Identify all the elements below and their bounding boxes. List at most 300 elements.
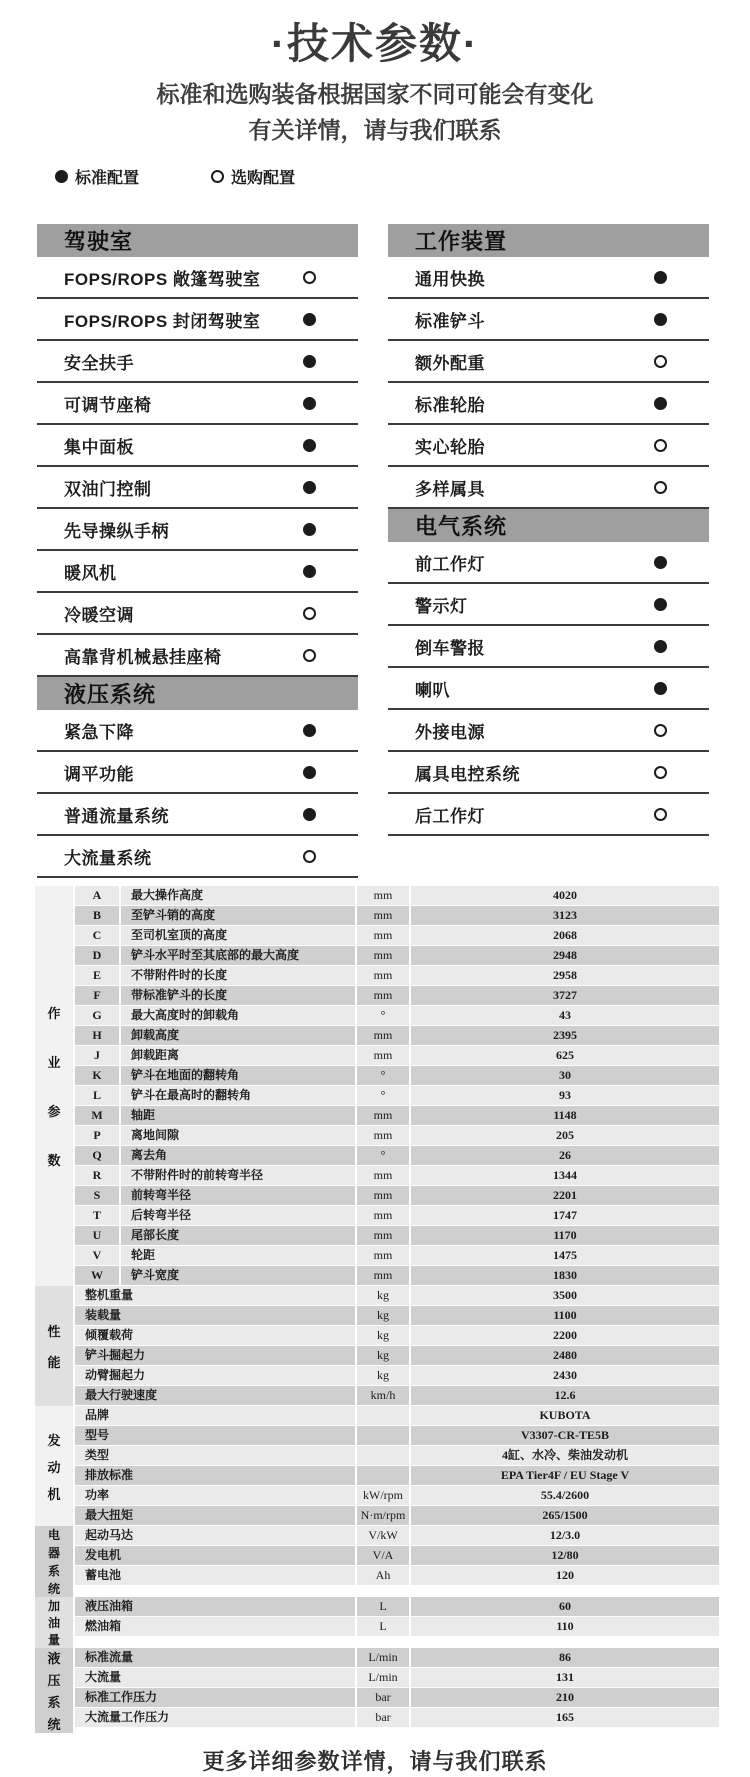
table-row bbox=[75, 1086, 719, 1106]
dimension-letter: B bbox=[75, 906, 119, 925]
parameter-unit: mm bbox=[355, 1226, 409, 1245]
parameter-unit: kW/rpm bbox=[355, 1486, 409, 1505]
parameter-unit bbox=[355, 1446, 409, 1465]
feature-row bbox=[388, 299, 709, 341]
table-row bbox=[75, 1506, 719, 1526]
parameter-label: 轴距 bbox=[119, 1106, 355, 1125]
parameter-label: 蓄电池 bbox=[75, 1566, 355, 1585]
parameter-label: 大流量工作压力 bbox=[75, 1708, 355, 1727]
feature-row bbox=[388, 626, 709, 668]
table-row bbox=[75, 1126, 719, 1146]
parameter-unit: ° bbox=[355, 1066, 409, 1085]
spec-group-rows bbox=[75, 1648, 719, 1733]
parameter-label: 离地间隙 bbox=[119, 1126, 355, 1145]
parameter-value: 12.6 bbox=[409, 1386, 719, 1405]
parameter-value: 3500 bbox=[409, 1286, 719, 1305]
feature-row bbox=[388, 752, 709, 794]
spec-group bbox=[35, 1406, 719, 1526]
table-row bbox=[75, 1486, 719, 1506]
config-dot-icon bbox=[303, 271, 316, 284]
config-dot-icon bbox=[654, 724, 667, 737]
parameter-label: 铲斗在最高时的翻转角 bbox=[119, 1086, 355, 1105]
feature-row bbox=[388, 509, 709, 542]
config-dot-icon bbox=[654, 556, 667, 569]
footer-note: 更多详细参数详情，请与我们联系 bbox=[202, 1749, 548, 1774]
spec-group-label: 发 动 机 bbox=[47, 1432, 61, 1502]
feature-label: 液压系统 bbox=[64, 682, 157, 707]
parameter-label: 功率 bbox=[75, 1486, 355, 1505]
parameter-label: 装载量 bbox=[75, 1306, 355, 1325]
table-row bbox=[75, 1326, 719, 1346]
parameter-label: 卸载高度 bbox=[119, 1026, 355, 1045]
parameter-value: 26 bbox=[409, 1146, 719, 1165]
feature-row bbox=[388, 668, 709, 710]
table-row bbox=[75, 1446, 719, 1466]
feature-row bbox=[388, 467, 709, 509]
dimension-letter: S bbox=[75, 1186, 119, 1205]
parameter-unit: mm bbox=[355, 926, 409, 945]
feature-label: 暖风机 bbox=[64, 563, 117, 583]
parameter-unit: L bbox=[355, 1597, 409, 1616]
dimension-letter: Q bbox=[75, 1146, 119, 1165]
parameter-label: 尾部长度 bbox=[119, 1226, 355, 1245]
parameter-label: 类型 bbox=[75, 1446, 355, 1465]
parameter-value: 55.4/2600 bbox=[409, 1486, 719, 1505]
parameter-unit: mm bbox=[355, 946, 409, 965]
table-row bbox=[75, 1526, 719, 1546]
parameter-label: 卸载距离 bbox=[119, 1046, 355, 1065]
parameter-label: 铲斗水平时至其底部的最大高度 bbox=[119, 946, 355, 965]
optional-config-dot-icon bbox=[211, 170, 224, 183]
parameter-unit: mm bbox=[355, 986, 409, 1005]
parameter-label: 不带附件时的前转弯半径 bbox=[119, 1166, 355, 1185]
parameter-value: 210 bbox=[409, 1688, 719, 1707]
parameter-value: 1475 bbox=[409, 1246, 719, 1265]
parameter-label: 发电机 bbox=[75, 1546, 355, 1565]
standard-config-dot-icon bbox=[55, 170, 68, 183]
feature-label: FOPS/ROPS 敞篷驾驶室 bbox=[64, 269, 261, 289]
legend bbox=[0, 166, 750, 186]
config-dot-icon bbox=[654, 640, 667, 653]
parameter-unit: ° bbox=[355, 1146, 409, 1165]
parameter-unit: kg bbox=[355, 1346, 409, 1365]
feature-row bbox=[37, 593, 358, 635]
feature-row bbox=[37, 467, 358, 509]
parameter-label: 最大扭矩 bbox=[75, 1506, 355, 1525]
parameter-label: 铲斗掘起力 bbox=[75, 1346, 355, 1365]
page-title: ·技术参数· bbox=[271, 20, 479, 67]
config-dot-icon bbox=[654, 598, 667, 611]
feature-label: 普通流量系统 bbox=[64, 806, 169, 826]
config-dot-icon bbox=[303, 481, 316, 494]
table-row bbox=[75, 1648, 719, 1668]
config-dot-icon bbox=[303, 313, 316, 326]
config-dot-icon bbox=[303, 355, 316, 368]
parameter-unit: mm bbox=[355, 1106, 409, 1125]
config-dot-icon bbox=[654, 355, 667, 368]
table-row bbox=[75, 1286, 719, 1306]
parameter-unit: kg bbox=[355, 1326, 409, 1345]
legend-optional bbox=[211, 165, 295, 188]
parameter-label: 标准工作压力 bbox=[75, 1688, 355, 1707]
config-dot-icon bbox=[654, 439, 667, 452]
parameter-unit: L bbox=[355, 1617, 409, 1636]
feature-label: 调平功能 bbox=[64, 764, 134, 784]
parameter-label: 铲斗宽度 bbox=[119, 1266, 355, 1285]
table-row bbox=[75, 1226, 719, 1246]
parameter-value: 110 bbox=[409, 1617, 719, 1636]
table-row bbox=[75, 1186, 719, 1206]
config-dot-icon bbox=[654, 808, 667, 821]
feature-label: 实心轮胎 bbox=[415, 437, 485, 457]
table-row bbox=[75, 1006, 719, 1026]
parameter-value: 2430 bbox=[409, 1366, 719, 1385]
feature-row bbox=[388, 383, 709, 425]
feature-label: FOPS/ROPS 封闭驾驶室 bbox=[64, 311, 261, 331]
feature-label: 多样属具 bbox=[415, 479, 485, 499]
feature-label: 警示灯 bbox=[415, 596, 468, 616]
config-dot-icon bbox=[654, 271, 667, 284]
parameter-unit: mm bbox=[355, 1046, 409, 1065]
config-dot-icon bbox=[654, 766, 667, 779]
parameter-value: 131 bbox=[409, 1668, 719, 1687]
parameter-value: 4缸、水冷、柴油发动机 bbox=[409, 1446, 719, 1465]
feature-row bbox=[37, 341, 358, 383]
spec-group bbox=[35, 1286, 719, 1406]
dimension-letter: H bbox=[75, 1026, 119, 1045]
dimension-letter: V bbox=[75, 1246, 119, 1265]
table-row bbox=[75, 1046, 719, 1066]
parameter-unit: mm bbox=[355, 1266, 409, 1285]
spec-group-label-cell bbox=[35, 1648, 75, 1733]
parameter-label: 带标准铲斗的长度 bbox=[119, 986, 355, 1005]
spec-group bbox=[35, 886, 719, 1286]
feature-label: 安全扶手 bbox=[64, 353, 134, 373]
spec-group-label-cell bbox=[35, 1597, 75, 1648]
config-dot-icon bbox=[303, 766, 316, 779]
feature-row bbox=[37, 224, 358, 257]
parameter-value: 1148 bbox=[409, 1106, 719, 1125]
parameter-label: 轮距 bbox=[119, 1246, 355, 1265]
parameter-value: 1100 bbox=[409, 1306, 719, 1325]
table-row bbox=[75, 1266, 719, 1286]
parameter-label: 至司机室顶的高度 bbox=[119, 926, 355, 945]
parameter-label: 铲斗在地面的翻转角 bbox=[119, 1066, 355, 1085]
spec-group-rows bbox=[75, 1526, 719, 1597]
feature-label: 大流量系统 bbox=[64, 848, 152, 868]
parameter-unit: mm bbox=[355, 1126, 409, 1145]
parameter-label: 离去角 bbox=[119, 1146, 355, 1165]
dimension-letter: R bbox=[75, 1166, 119, 1185]
feature-label: 工作装置 bbox=[415, 229, 508, 254]
parameter-value: 43 bbox=[409, 1006, 719, 1025]
feature-row bbox=[37, 836, 358, 878]
table-row bbox=[75, 1406, 719, 1426]
table-row bbox=[75, 1617, 719, 1637]
dimension-letter: C bbox=[75, 926, 119, 945]
feature-row bbox=[37, 551, 358, 593]
spec-group-label: 性 能 bbox=[47, 1324, 61, 1370]
feature-label: 额外配重 bbox=[415, 353, 485, 373]
table-row bbox=[75, 1668, 719, 1688]
config-dot-icon bbox=[303, 439, 316, 452]
parameter-value: 1830 bbox=[409, 1266, 719, 1285]
feature-row bbox=[388, 341, 709, 383]
feature-row bbox=[37, 635, 358, 677]
parameter-value: 3727 bbox=[409, 986, 719, 1005]
parameter-label: 不带附件时的长度 bbox=[119, 966, 355, 985]
parameter-unit bbox=[355, 1406, 409, 1425]
table-row bbox=[75, 1466, 719, 1486]
parameter-value: 60 bbox=[409, 1597, 719, 1616]
feature-label: 集中面板 bbox=[64, 437, 134, 457]
dimension-letter: K bbox=[75, 1066, 119, 1085]
parameter-value: 265/1500 bbox=[409, 1506, 719, 1525]
parameter-label: 排放标准 bbox=[75, 1466, 355, 1485]
dimension-letter: U bbox=[75, 1226, 119, 1245]
parameter-label: 最大行驶速度 bbox=[75, 1386, 355, 1405]
table-row bbox=[75, 1426, 719, 1446]
parameter-value: 2958 bbox=[409, 966, 719, 985]
spec-group-rows bbox=[75, 1286, 719, 1406]
parameter-value: 1344 bbox=[409, 1166, 719, 1185]
dimension-letter: W bbox=[75, 1266, 119, 1285]
parameter-value: 2480 bbox=[409, 1346, 719, 1365]
table-row bbox=[75, 986, 719, 1006]
table-row bbox=[75, 926, 719, 946]
config-dot-icon bbox=[654, 397, 667, 410]
feature-label: 先导操纵手柄 bbox=[64, 521, 169, 541]
table-row bbox=[75, 1206, 719, 1226]
feature-label: 高靠背机械悬挂座椅 bbox=[64, 647, 222, 667]
parameter-unit: mm bbox=[355, 1206, 409, 1225]
spec-group-rows bbox=[75, 886, 719, 1286]
feature-label: 倒车警报 bbox=[415, 638, 485, 658]
parameter-unit: V/kW bbox=[355, 1526, 409, 1545]
config-dot-icon bbox=[303, 523, 316, 536]
parameter-unit: kg bbox=[355, 1286, 409, 1305]
feature-label: 双油门控制 bbox=[64, 479, 152, 499]
feature-label: 属具电控系统 bbox=[415, 764, 520, 784]
parameter-unit: kg bbox=[355, 1306, 409, 1325]
page-header bbox=[0, 0, 750, 186]
spec-group bbox=[35, 1526, 719, 1597]
table-row bbox=[75, 966, 719, 986]
table-row bbox=[75, 1566, 719, 1586]
parameter-label: 燃油箱 bbox=[75, 1617, 355, 1636]
parameter-value: 86 bbox=[409, 1648, 719, 1667]
feature-label: 通用快换 bbox=[415, 269, 485, 289]
feature-row bbox=[37, 383, 358, 425]
parameter-value: 625 bbox=[409, 1046, 719, 1065]
parameter-label: 型号 bbox=[75, 1426, 355, 1445]
parameter-value: KUBOTA bbox=[409, 1406, 719, 1425]
config-dot-icon bbox=[303, 850, 316, 863]
feature-label: 标准轮胎 bbox=[415, 395, 485, 415]
spec-group-label: 加 油 量 bbox=[47, 1599, 60, 1647]
feature-row bbox=[37, 425, 358, 467]
parameter-unit: N·m/rpm bbox=[355, 1506, 409, 1525]
parameter-value: 2068 bbox=[409, 926, 719, 945]
feature-row bbox=[37, 677, 358, 710]
dimension-letter: E bbox=[75, 966, 119, 985]
parameter-unit: mm bbox=[355, 966, 409, 985]
feature-label: 电气系统 bbox=[415, 514, 508, 539]
parameter-label: 液压油箱 bbox=[75, 1597, 355, 1616]
dimension-letter: L bbox=[75, 1086, 119, 1105]
spec-group-label: 作 业 参 数 bbox=[47, 1006, 61, 1168]
feature-label: 冷暖空调 bbox=[64, 605, 134, 625]
config-dot-icon bbox=[654, 682, 667, 695]
parameter-unit: L/min bbox=[355, 1648, 409, 1667]
dimension-letter: P bbox=[75, 1126, 119, 1145]
table-row bbox=[75, 1597, 719, 1617]
parameter-value: 2201 bbox=[409, 1186, 719, 1205]
feature-row bbox=[37, 299, 358, 341]
config-dot-icon bbox=[303, 565, 316, 578]
table-row bbox=[75, 1546, 719, 1566]
parameter-value: 120 bbox=[409, 1566, 719, 1585]
table-row bbox=[75, 1386, 719, 1406]
parameter-value: 165 bbox=[409, 1708, 719, 1727]
spec-group-label-cell bbox=[35, 1286, 75, 1406]
parameter-unit: kg bbox=[355, 1366, 409, 1385]
table-row bbox=[75, 1246, 719, 1266]
feature-label: 标准铲斗 bbox=[415, 311, 485, 331]
feature-row bbox=[388, 542, 709, 584]
dimension-letter: F bbox=[75, 986, 119, 1005]
feature-row bbox=[37, 752, 358, 794]
spec-group-label-cell bbox=[35, 886, 75, 1286]
spec-table bbox=[35, 886, 719, 1733]
subtitle-block bbox=[0, 76, 750, 148]
feature-label: 紧急下降 bbox=[64, 722, 134, 742]
dimension-letter: D bbox=[75, 946, 119, 965]
table-row bbox=[75, 1026, 719, 1046]
feature-row bbox=[388, 224, 709, 257]
parameter-label: 最大高度时的卸载角 bbox=[119, 1006, 355, 1025]
parameter-unit: mm bbox=[355, 1166, 409, 1185]
feature-label: 后工作灯 bbox=[415, 806, 485, 826]
parameter-unit: ° bbox=[355, 1086, 409, 1105]
feature-row bbox=[37, 257, 358, 299]
dimension-letter: J bbox=[75, 1046, 119, 1065]
parameter-value: 2395 bbox=[409, 1026, 719, 1045]
table-row bbox=[75, 1688, 719, 1708]
parameter-value: EPA Tier4F / EU Stage V bbox=[409, 1466, 719, 1485]
parameter-unit: mm bbox=[355, 1246, 409, 1265]
feature-column-right bbox=[388, 224, 709, 836]
table-row bbox=[75, 1146, 719, 1166]
config-dot-icon bbox=[303, 607, 316, 620]
parameter-label: 最大操作高度 bbox=[119, 886, 355, 905]
feature-label: 外接电源 bbox=[415, 722, 485, 742]
config-dot-icon bbox=[654, 481, 667, 494]
feature-row bbox=[37, 794, 358, 836]
parameter-unit: mm bbox=[355, 886, 409, 905]
parameter-unit: mm bbox=[355, 1186, 409, 1205]
parameter-unit: L/min bbox=[355, 1668, 409, 1687]
parameter-value: 30 bbox=[409, 1066, 719, 1085]
parameter-label: 动臂掘起力 bbox=[75, 1366, 355, 1385]
table-row bbox=[75, 1306, 719, 1326]
table-row bbox=[75, 1166, 719, 1186]
parameter-label: 起动马达 bbox=[75, 1526, 355, 1545]
spec-group-rows bbox=[75, 1406, 719, 1526]
parameter-unit: Ah bbox=[355, 1566, 409, 1585]
dimension-letter: M bbox=[75, 1106, 119, 1125]
parameter-unit bbox=[355, 1426, 409, 1445]
parameter-value: V3307-CR-TE5B bbox=[409, 1426, 719, 1445]
parameter-label: 后转弯半径 bbox=[119, 1206, 355, 1225]
parameter-unit: km/h bbox=[355, 1386, 409, 1405]
config-dot-icon bbox=[654, 313, 667, 326]
parameter-label: 品牌 bbox=[75, 1406, 355, 1425]
table-row bbox=[75, 1066, 719, 1086]
parameter-label: 大流量 bbox=[75, 1668, 355, 1687]
spec-group bbox=[35, 1597, 719, 1648]
subtitle-line-1: 标准和选购装备根据国家不同可能会有变化 bbox=[156, 81, 594, 107]
feature-label: 可调节座椅 bbox=[64, 395, 152, 415]
parameter-label: 至铲斗销的高度 bbox=[119, 906, 355, 925]
parameter-value: 2200 bbox=[409, 1326, 719, 1345]
feature-label: 喇叭 bbox=[415, 680, 450, 700]
table-row bbox=[75, 1366, 719, 1386]
legend-standard bbox=[55, 165, 139, 188]
parameter-value: 205 bbox=[409, 1126, 719, 1145]
feature-row bbox=[388, 794, 709, 836]
table-row bbox=[75, 1346, 719, 1366]
parameter-value: 1170 bbox=[409, 1226, 719, 1245]
feature-column-left bbox=[37, 224, 358, 878]
parameter-value: 93 bbox=[409, 1086, 719, 1105]
parameter-value: 12/80 bbox=[409, 1546, 719, 1565]
feature-row bbox=[37, 710, 358, 752]
table-row bbox=[75, 906, 719, 926]
parameter-unit bbox=[355, 1466, 409, 1485]
parameter-unit: bar bbox=[355, 1688, 409, 1707]
parameter-value: 3123 bbox=[409, 906, 719, 925]
feature-columns bbox=[0, 224, 750, 878]
parameter-value: 2948 bbox=[409, 946, 719, 965]
dimension-letter: T bbox=[75, 1206, 119, 1225]
feature-row bbox=[388, 584, 709, 626]
optional-config-label: 选购配置 bbox=[231, 169, 296, 187]
dimension-letter: G bbox=[75, 1006, 119, 1025]
feature-label: 驾驶室 bbox=[64, 229, 134, 254]
config-dot-icon bbox=[303, 397, 316, 410]
parameter-label: 前转弯半径 bbox=[119, 1186, 355, 1205]
spec-group-label-cell bbox=[35, 1526, 75, 1597]
config-dot-icon bbox=[303, 808, 316, 821]
subtitle-line-2: 有关详情，请与我们联系 bbox=[248, 117, 502, 143]
table-row bbox=[75, 1106, 719, 1126]
parameter-label: 整机重量 bbox=[75, 1286, 355, 1305]
parameter-unit: mm bbox=[355, 906, 409, 925]
feature-row bbox=[388, 425, 709, 467]
feature-label: 前工作灯 bbox=[415, 554, 485, 574]
feature-row bbox=[37, 509, 358, 551]
table-row bbox=[75, 946, 719, 966]
parameter-unit: mm bbox=[355, 1026, 409, 1045]
parameter-value: 12/3.0 bbox=[409, 1526, 719, 1545]
config-dot-icon bbox=[303, 649, 316, 662]
parameter-label: 标准流量 bbox=[75, 1648, 355, 1667]
parameter-unit: V/A bbox=[355, 1546, 409, 1565]
standard-config-label: 标准配置 bbox=[75, 169, 140, 187]
spec-group-rows bbox=[75, 1597, 719, 1648]
feature-row bbox=[388, 710, 709, 752]
